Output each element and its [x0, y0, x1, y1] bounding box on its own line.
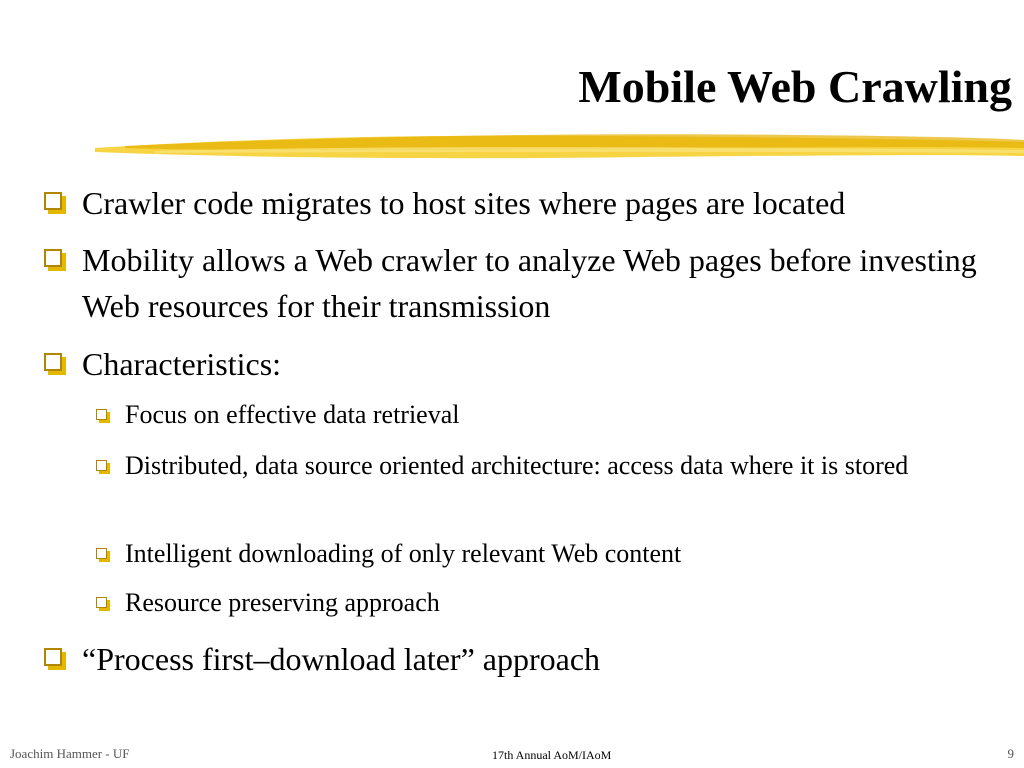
sub-bullet-text: Intelligent downloading of only relevant Web content: [125, 539, 682, 568]
bullet-item: [0, 341, 1002, 387]
bullet-text: “Process first–download later” approach: [82, 641, 601, 677]
title-underline-brushstroke: [95, 126, 1024, 166]
bullet-text: Crawler code migrates to host sites where pages are located: [82, 185, 846, 221]
sub-bullet-text: Resource preserving approach: [125, 588, 440, 617]
bullet-box-icon: [44, 648, 62, 666]
slide-title: Mobile Web Crawling: [578, 61, 1012, 112]
bullet-box-icon: [44, 249, 62, 267]
sub-bullet-text: Focus on effective data retrieval: [125, 400, 460, 429]
sub-bullet-text: Distributed, data source oriented architecture: access data where it is stored: [125, 451, 909, 480]
bullet-text: Characteristics:: [82, 346, 282, 382]
footer-page-number: 9: [1007, 746, 1014, 761]
sub-bullet-item: [0, 396, 995, 434]
footer-event: 17th Annual AoM/IAoM: [492, 748, 612, 762]
sub-bullet-box-icon: [96, 548, 107, 559]
bullet-box-icon: [44, 353, 62, 371]
bullet-item: [0, 180, 1002, 226]
sub-bullet-box-icon: [96, 460, 107, 471]
bullet-text: Mobility allows a Web crawler to analyze Web pages before investing Web resources for their transmission: [82, 242, 977, 324]
sub-bullet-box-icon: [96, 409, 107, 420]
footer-author: Joachim Hammer - UF: [10, 746, 130, 761]
sub-bullet-item: [0, 584, 995, 622]
sub-bullet-item: [0, 535, 995, 573]
bullet-box-icon: [44, 192, 62, 210]
bullet-item: [0, 636, 1002, 682]
bullet-item: [0, 237, 1002, 329]
sub-bullet-item: [0, 447, 995, 485]
sub-bullet-box-icon: [96, 597, 107, 608]
